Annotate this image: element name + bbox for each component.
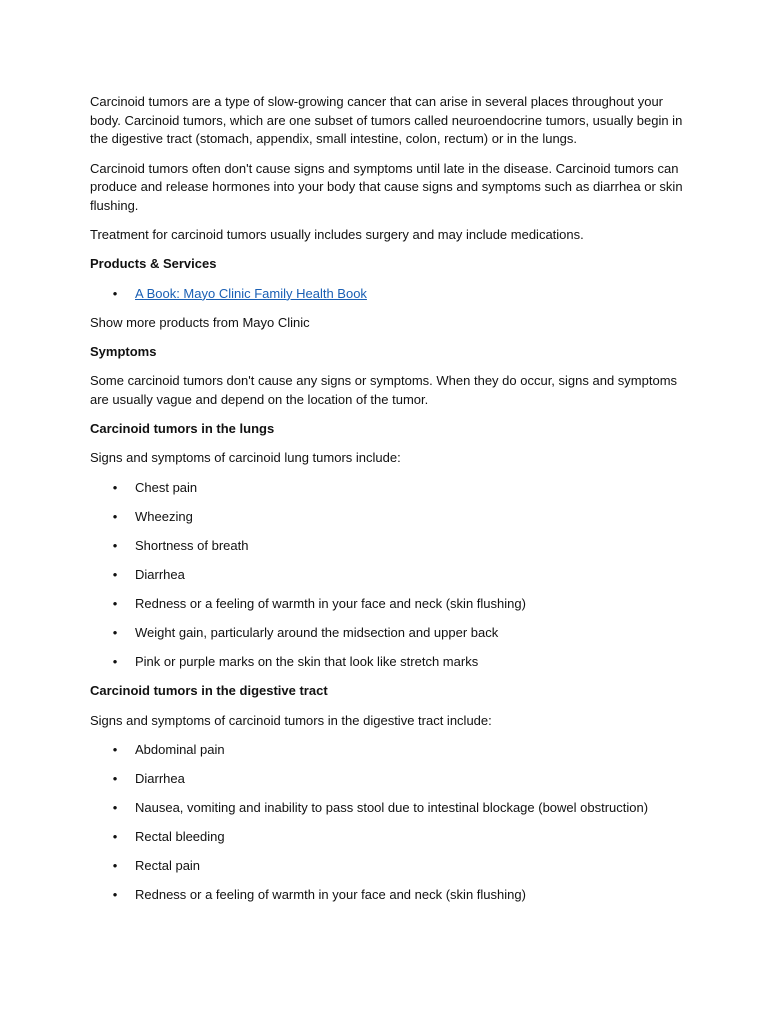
list-item-text: Redness or a feeling of warmth in your face and neck (skin flushing) — [135, 595, 526, 611]
bullet-icon: • — [112, 770, 118, 786]
list-item-text: Weight gain, particularly around the midsection and upper back — [135, 625, 499, 641]
list-item-text: Rectal pain — [135, 858, 201, 874]
intro-paragraph-1: Carcinoid tumors are a type of slow-growing cancer that can arise in several places throughout your body. Carcinoid tumors, which are one subset of tumors called neuroendocrine tumors, usually begin in the digestive tract (stomach, appendix, small intestine, colon, rectum) or in the lungs. — [90, 94, 683, 147]
list-item — [90, 828, 686, 847]
list-item-text: Pink or purple marks on the skin that look like stretch marks — [135, 654, 479, 670]
list-item — [90, 857, 686, 876]
list-item-text: Nausea, vomiting and inability to pass stool due to intestinal blockage (bowel obstruction) — [135, 799, 649, 815]
symptoms-heading: Symptoms — [90, 344, 157, 360]
list-item-text: Diarrhea — [135, 566, 185, 582]
intro-paragraph-2: Carcinoid tumors often don't cause signs and symptoms until late in the disease. Carcinoid tumors can produce and release hormones into your body that cause signs and symptoms such as diarrhea or skin flushing. — [90, 160, 683, 214]
bullet-icon: • — [112, 537, 118, 553]
list-item-text: Abdominal pain — [135, 741, 225, 757]
list-item — [90, 624, 686, 643]
list-item — [90, 799, 686, 818]
list-item — [90, 770, 686, 789]
bullet-icon: • — [112, 829, 118, 844]
list-item — [90, 886, 686, 905]
products-list — [90, 285, 686, 304]
list-item-text: Chest pain — [135, 479, 198, 495]
list-item-text: Shortness of breath — [135, 537, 249, 553]
bullet-icon: • — [112, 479, 118, 495]
bullet-icon: • — [112, 858, 118, 874]
list-item — [90, 566, 686, 585]
bullet-icon: • — [112, 566, 118, 582]
symptoms-intro: Some carcinoid tumors don't cause any signs or symptoms. When they do occur, signs and symptoms are usually vague and depend on the location of the tumor. — [90, 373, 678, 407]
list-item — [90, 537, 686, 556]
bullet-icon: • — [112, 285, 118, 301]
bullet-icon: • — [112, 887, 118, 903]
list-item — [90, 595, 686, 614]
digestive-heading: Carcinoid tumors in the digestive tract — [90, 683, 328, 699]
list-item-text: Rectal bleeding — [135, 829, 225, 844]
intro-paragraph-3: Treatment for carcinoid tumors usually includes surgery and may include medications. — [90, 227, 584, 243]
digestive-intro: Signs and symptoms of carcinoid tumors in the digestive tract include: — [90, 712, 492, 728]
list-item — [90, 479, 686, 498]
bullet-icon: • — [112, 625, 118, 641]
lungs-symptom-list — [90, 479, 686, 672]
bullet-icon: • — [112, 799, 118, 815]
show-more-products-text: Show more products from Mayo Clinic — [90, 314, 310, 330]
bullet-icon: • — [112, 595, 118, 611]
list-item — [90, 653, 686, 672]
mayo-health-book-link[interactable]: A Book: Mayo Clinic Family Health Book — [135, 285, 367, 301]
list-item-text: Diarrhea — [135, 770, 185, 786]
list-item-text: Wheezing — [135, 508, 193, 524]
bullet-icon: • — [112, 741, 118, 757]
lungs-intro: Signs and symptoms of carcinoid lung tumors include: — [90, 450, 401, 466]
bullet-icon: • — [112, 508, 118, 524]
list-item — [90, 508, 686, 527]
list-item — [90, 741, 686, 760]
bullet-icon: • — [112, 654, 118, 670]
list-item-text: Redness or a feeling of warmth in your face and neck (skin flushing) — [135, 887, 526, 903]
products-heading: Products & Services — [90, 256, 217, 272]
list-item — [90, 285, 686, 304]
lungs-heading: Carcinoid tumors in the lungs — [90, 421, 275, 437]
digestive-symptom-list — [90, 741, 686, 905]
